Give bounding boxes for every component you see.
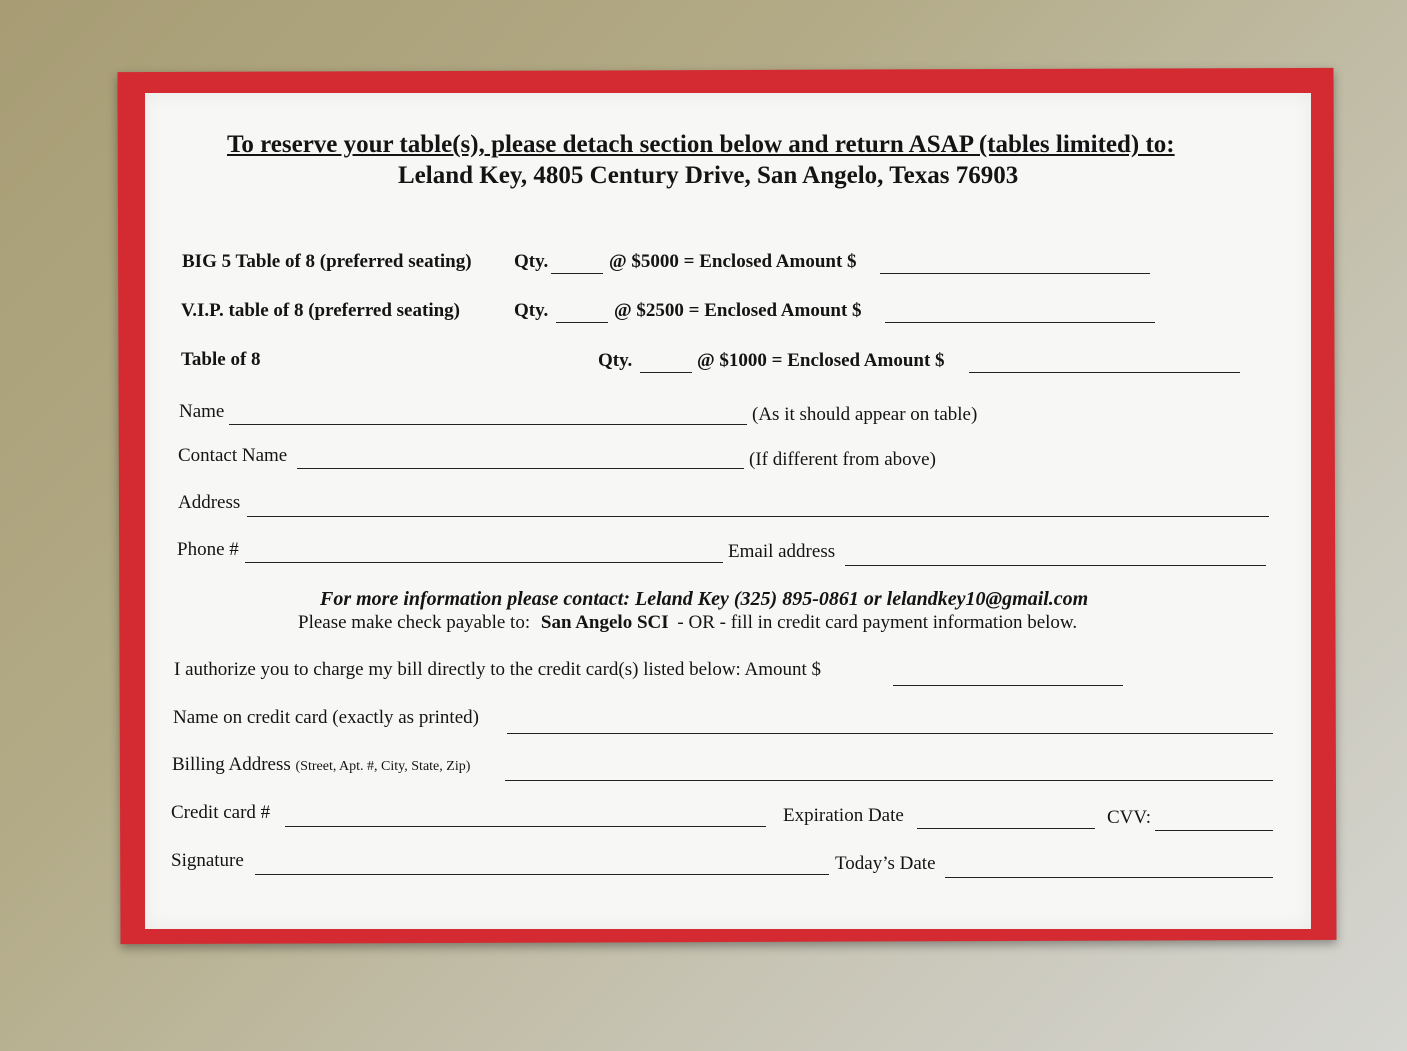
- address-label: Address: [178, 492, 241, 513]
- table-vip-qty-label: Qty.: [514, 300, 549, 321]
- table-big5-qty-field[interactable]: [551, 273, 603, 274]
- table-standard-label: Table of 8: [181, 349, 261, 370]
- table-standard-qty-label: Qty.: [598, 350, 633, 371]
- contact-name-field[interactable]: [297, 468, 744, 469]
- email-field[interactable]: [845, 565, 1266, 566]
- name-note: (As it should appear on table): [752, 404, 978, 425]
- payable-prefix: Please make check payable to:: [298, 612, 531, 633]
- table-vip-label: V.I.P. table of 8 (preferred seating): [181, 300, 460, 321]
- form-header-instruction: To reserve your table(s), please detach section below and return ASAP (tables limited) to:: [227, 131, 1175, 158]
- form-header-address: Leland Key, 4805 Century Drive, San Angelo, Texas 76903: [398, 162, 1019, 189]
- table-big5-label: BIG 5 Table of 8 (preferred seating): [182, 251, 472, 272]
- billing-address-label: [172, 754, 470, 776]
- signature-label: Signature: [171, 850, 244, 871]
- contact-name-note: (If different from above): [749, 449, 936, 470]
- charge-amount-field[interactable]: [893, 685, 1123, 686]
- todays-date-field[interactable]: [945, 877, 1273, 878]
- name-field[interactable]: [229, 424, 747, 425]
- name-label: Name: [179, 401, 225, 422]
- table-vip-amount-field[interactable]: [885, 322, 1155, 323]
- contact-name-label: Contact Name: [178, 445, 288, 466]
- table-big5-price: @ $5000 = Enclosed Amount $: [609, 251, 857, 272]
- payable-line: [298, 612, 1077, 634]
- authorize-label: I authorize you to charge my bill directly to the credit card(s) listed below: Amount $: [174, 659, 822, 680]
- payable-suffix: - OR - fill in credit card payment information below.: [677, 612, 1078, 633]
- email-label: Email address: [728, 541, 836, 562]
- table-vip-qty-field[interactable]: [556, 322, 608, 323]
- table-big5-amount-field[interactable]: [880, 273, 1150, 274]
- phone-field[interactable]: [245, 562, 723, 563]
- expiration-date-label: Expiration Date: [783, 805, 904, 826]
- cvv-field[interactable]: [1155, 830, 1273, 831]
- table-standard-amount-field[interactable]: [969, 372, 1240, 373]
- phone-label: Phone #: [177, 539, 239, 560]
- todays-date-label: Today’s Date: [835, 853, 936, 874]
- address-field[interactable]: [247, 516, 1269, 517]
- table-big5-qty-label: Qty.: [514, 251, 549, 272]
- billing-address-field[interactable]: [505, 780, 1273, 781]
- name-on-card-field[interactable]: [507, 733, 1273, 734]
- reservation-form: [145, 93, 1311, 929]
- credit-card-number-label: Credit card #: [171, 802, 271, 823]
- table-vip-price: @ $2500 = Enclosed Amount $: [614, 300, 862, 321]
- signature-field[interactable]: [255, 874, 829, 875]
- table-standard-qty-field[interactable]: [640, 372, 692, 373]
- name-on-card-label: Name on credit card (exactly as printed): [173, 707, 479, 728]
- billing-address-note: (Street, Apt. #, City, State, Zip): [295, 759, 471, 774]
- payable-payee: San Angelo SCI: [540, 612, 669, 633]
- expiration-date-field[interactable]: [917, 828, 1095, 829]
- billing-address-text: Billing Address: [172, 754, 291, 775]
- table-standard-price: @ $1000 = Enclosed Amount $: [697, 350, 945, 371]
- credit-card-number-field[interactable]: [285, 826, 766, 827]
- cvv-label: CVV:: [1107, 807, 1151, 828]
- contact-info-line: For more information please contact: Leland Key (325) 895-0861 or lelandkey10@gmail.com: [320, 588, 1089, 610]
